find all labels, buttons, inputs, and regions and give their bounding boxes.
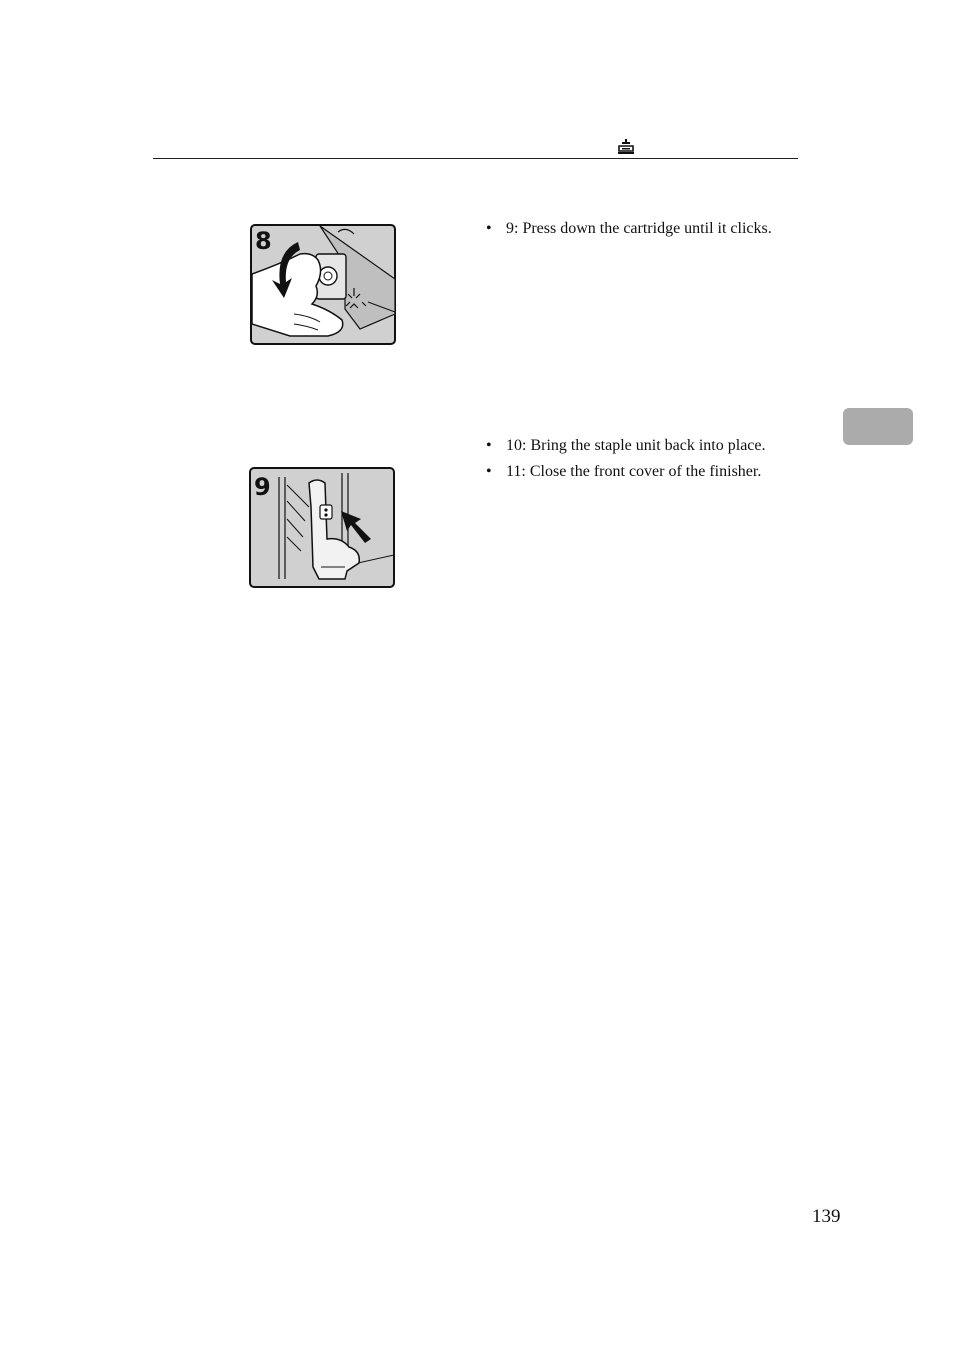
figure-step-number: 9: [254, 473, 271, 501]
list-item: • 10: Bring the staple unit back into place.: [484, 436, 794, 456]
figure-step-number: 8: [255, 227, 272, 255]
page-number: 139: [812, 1206, 841, 1227]
staple-icon: [617, 139, 635, 155]
step-list: [484, 436, 794, 488]
press-cartridge-illustration: [250, 224, 396, 345]
chapter-tab: [843, 408, 913, 445]
list-item: • 11: Close the front cover of the finisher.: [484, 462, 794, 482]
list-item: • 9: Press down the cartridge until it clicks.: [484, 219, 774, 239]
staple-unit-illustration: [249, 467, 395, 588]
header-rule: [153, 158, 798, 159]
step-list: [484, 219, 774, 245]
